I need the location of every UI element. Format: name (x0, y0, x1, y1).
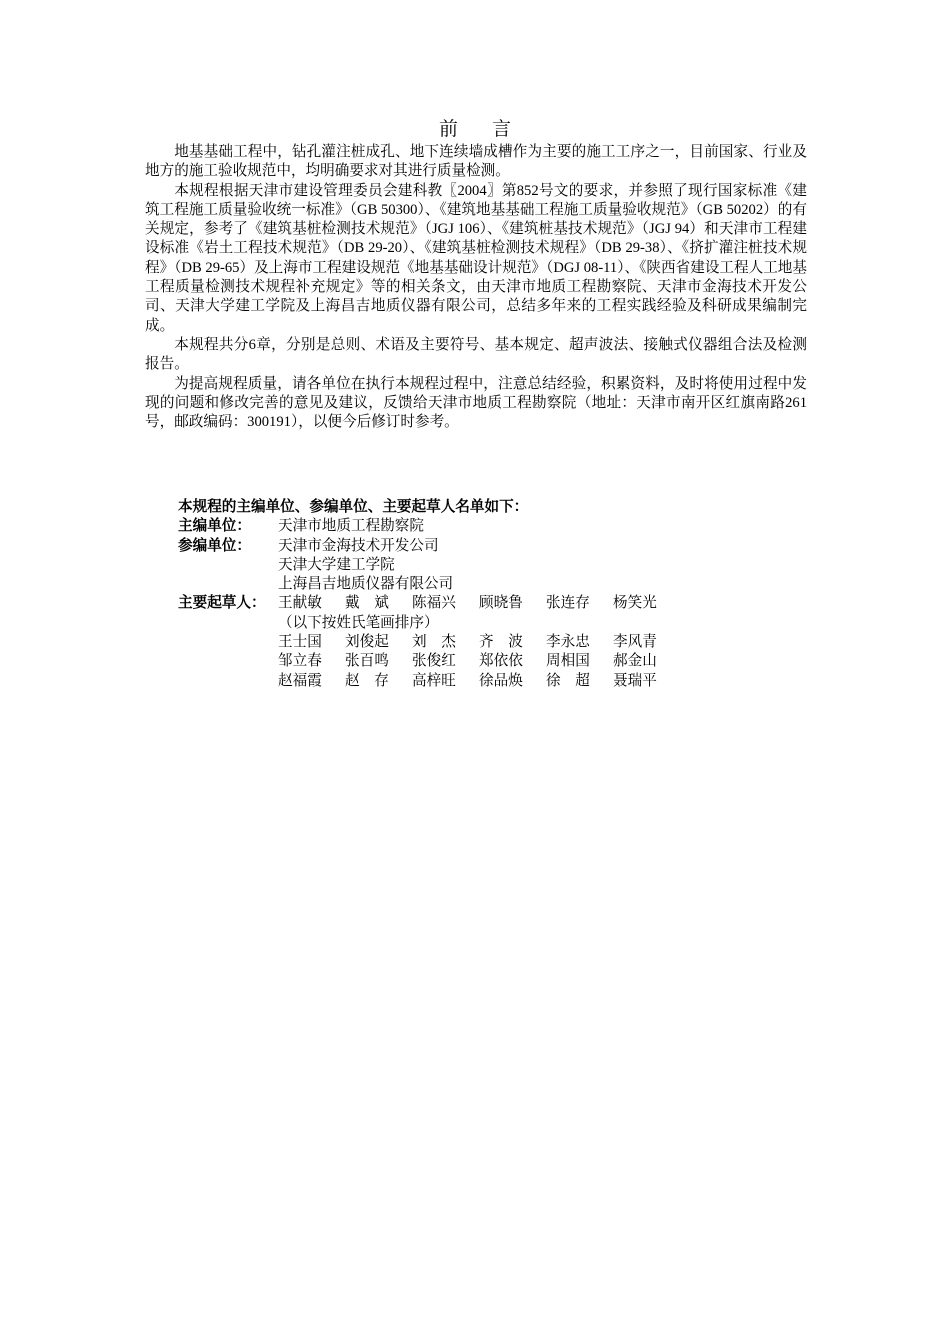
drafters-row (178, 594, 778, 690)
drafter-name: 郝金山 (613, 653, 657, 670)
paragraph-chapters: 本规程共分6章，分别是总则、术语及主要符号、基本规定、超声波法、接触式仪器组合法及检测报告。 (145, 336, 807, 373)
drafters-list-row-2 (278, 652, 778, 671)
paragraph-basis: 本规程根据天津市建设管理委员会建科教〖2004〗第852号文的要求，并参照了现行国家标准《建筑工程施工质量验收统一标准》（GB 50300）、《建筑地基基础工程施工质量验收规范》（GB 50202）的有关规定，参考了《建筑基桩检测技术规范》（JGJ 106）、《建筑桩基技术规范》（JGJ 94）和天津市工程建设标准《岩土工程技术规范》（DB 29-20）、《建筑基桩检测技术规程》（DB 29-38）、《挤扩灌注桩技术规程》（DB 29-65）及上海市工程建设规范《地基基础设计规范》（DGJ 08-11）、《陕西省建设工程人工地基工程质量检测技术规程补充规定》等的相关条文，由天津市地质工程勘察院、天津市金海技术开发公司、天津大学建工学院及上海昌吉地质仪器有限公司，总结多年来的工程实践经验及科研成果编制完成。 (145, 182, 807, 334)
drafter-name: 陈福兴 (412, 595, 456, 612)
chief-unit: 天津市地质工程勘察院 (278, 518, 424, 535)
drafter-name: 杨笑光 (613, 595, 657, 612)
participant-units-label: 参编单位： (178, 537, 251, 554)
drafter-name: 周相国 (546, 653, 590, 670)
drafter-name: 张连存 (546, 595, 590, 612)
drafter-name: 张百鸣 (345, 653, 389, 670)
paragraph-intro: 地基基础工程中，钻孔灌注桩成孔、地下连续墙成槽作为主要的施工工序之一，目前国家、行业及地方的施工验收规范中，均明确要求对其进行质量检测。 (145, 144, 807, 180)
drafter-name: 戴 斌 (345, 595, 389, 612)
staff-section (178, 498, 778, 691)
preface-body (145, 143, 807, 432)
drafter-name: 赵 存 (345, 672, 389, 689)
drafter-name: 刘俊起 (345, 634, 389, 651)
drafters-main-list (278, 594, 778, 613)
drafter-name: 李风青 (613, 634, 657, 651)
drafter-name: 郑依依 (479, 653, 523, 670)
drafters-list-row-3 (278, 672, 778, 691)
drafter-name: 王士国 (278, 634, 322, 651)
drafter-name: 高梓旺 (412, 672, 456, 689)
page-title: 前 言 (438, 118, 526, 140)
participant-unit: 天津大学建工学院 (278, 556, 395, 573)
drafter-name: 李永忠 (546, 634, 590, 651)
drafter-name: 聂瑞平 (613, 672, 657, 689)
drafter-name: 邹立春 (278, 653, 322, 670)
drafter-name: 赵福霞 (278, 672, 322, 689)
participant-units-row (178, 537, 778, 595)
chief-unit-values (278, 517, 778, 536)
participant-units-values (278, 537, 778, 595)
chief-unit-row (178, 517, 778, 536)
drafter-name: 徐 超 (546, 672, 590, 689)
drafter-name: 王献敏 (278, 595, 322, 612)
drafters-list-row-1 (278, 633, 778, 652)
drafter-name: 徐品焕 (479, 672, 523, 689)
drafters-label: 主要起草人： (178, 595, 266, 612)
paragraph-feedback: 为提高规程质量，请各单位在执行本规程过程中，注意总结经验，积累资料，及时将使用过程中发现的问题和修改完善的意见及建议，反馈给天津市地质工程勘察院（地址：天津市南开区红旗南路261号，邮政编码：300191），以便今后修订时参考。 (145, 375, 807, 431)
participant-unit: 上海昌吉地质仪器有限公司 (278, 576, 454, 593)
drafter-name: 张俊红 (412, 653, 456, 670)
staff-heading: 本规程的主编单位、参编单位、主要起草人名单如下： (178, 499, 529, 515)
drafter-name: 刘 杰 (412, 634, 456, 651)
drafter-name: 齐 波 (479, 634, 523, 651)
chief-unit-label: 主编单位： (178, 518, 251, 535)
drafter-name: 顾晓鲁 (479, 595, 523, 612)
drafters-values (278, 594, 778, 690)
drafters-order-note: （以下按姓氏笔画排序） (278, 614, 439, 631)
participant-unit: 天津市金海技术开发公司 (278, 537, 439, 554)
